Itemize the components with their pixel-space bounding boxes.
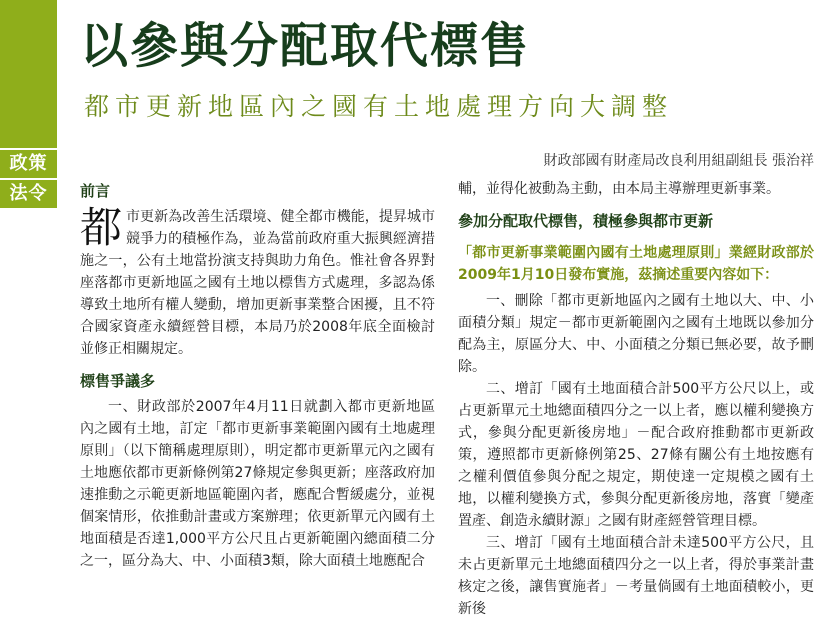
section-heading-controversy: 標售爭議多 — [80, 372, 156, 390]
left-column — [80, 178, 435, 572]
body-paragraph: 二、增訂「國有土地面積合計500平方公尺以上，或占更新單元土地總面積四分之一以上者，應以權利變換方式，參與分配更新後房地」－配合政府推動都市更新政策，遵照都市更新條例第25、27條有關公有土地按應有之權利價值參與分配之規定，期使達一定規模之國有土地，以權利變換方式，參與分配更新後房地，落實「變產置產、創造永續財源」之國有財產經營管理目標。 — [458, 381, 814, 529]
right-column — [458, 178, 814, 620]
body-paragraph-continued: 輔，並得化被動為主動，由本局主導辦理更新事業。 — [458, 181, 780, 197]
body-paragraph: 一、刪除「都市更新地區內之國有土地以大、中、小面積分類」規定－都市更新範圍內之國有土地既以參加分配為主，原區分大、中、小面積之分類已無必要，故予刪除。 — [458, 293, 814, 375]
section-heading-participation: 參加分配取代標售，積極參與都市更新 — [458, 212, 714, 230]
preface-paragraph — [80, 203, 435, 360]
sidebar-accent-bar — [0, 0, 57, 148]
article-title: 以參與分配取代標售 — [80, 18, 531, 74]
category-label-policy: 政策 — [0, 150, 57, 178]
highlight-paragraph: 「都市更新事業範圍內國有土地處理原則」業經財政部於2009年1月10日發布實施，茲摘述重要內容如下： — [458, 245, 814, 283]
article-subtitle: 都市更新地區內之國有土地處理方向大調整 — [84, 92, 674, 121]
author-byline: 財政部國有財產局改良利用組副組長 張治祥 — [543, 153, 814, 169]
body-paragraph: 三、增訂「國有土地面積合計未達500平方公尺，且未占更新單元土地總面積四分之一以上者，得於事業計畫核定之後，讓售實施者」－考量倘國有土地面積較小，更新後 — [458, 535, 814, 617]
category-label-law: 法令 — [0, 180, 57, 208]
preface-text: 市更新為改善生活環境、健全都市機能，提昇城市競爭力的積極作為，並為當前政府重大振興經濟措施之一，公有土地當扮演支持與助力角色。惟社會各界對座落都市更新地區之國有土地以標售方式處理，多認為係導致土地所有權人變動，增加更新事業整合困擾，且不符合國家資產永續經營目標，本局乃於2008年底全面檢討並修正相關規定。 — [80, 209, 435, 357]
section-heading-preface: 前言 — [80, 182, 111, 200]
drop-cap: 都 — [80, 203, 123, 252]
body-paragraph: 一、財政部於2007年4月11日就劃入都市更新地區內之國有土地，訂定「都市更新事業範圍內國有土地處理原則」（以下簡稱處理原則），明定都市更新單元內之國有土地應依都市更新條例第27條規定參與更新；座落政府加速推動之示範更新地區範圍內者，應配合暫緩處分，並視個案情形，依推動計畫或方案辦理；依更新單元內國有土地面積是否達1,000平方公尺且占更新範圍內總面積二分之一，區分為大、中、小面積3類，除大面積土地應配合 — [80, 399, 435, 569]
